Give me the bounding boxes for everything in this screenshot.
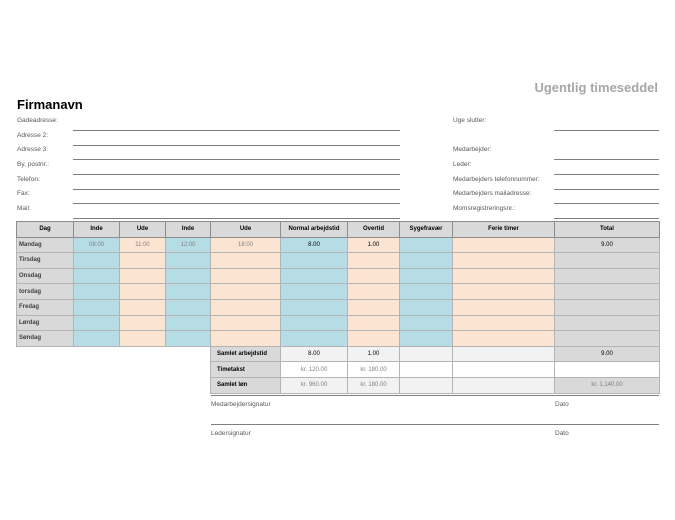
employee-email-line: [554, 203, 659, 204]
manager-label: Leder:: [453, 161, 472, 168]
manager-signature-field[interactable]: [211, 424, 659, 438]
day-cell: Lørdag: [17, 315, 74, 331]
summary-overtime-cell: kr. 180.00: [348, 377, 400, 393]
employee-field[interactable]: [453, 146, 659, 160]
summary-row-total-hours: [17, 346, 660, 362]
in-1-cell[interactable]: [74, 331, 120, 347]
week-ending-line: [554, 130, 659, 131]
overtime-cell[interactable]: [348, 268, 400, 284]
overtime-cell[interactable]: [348, 253, 400, 269]
table-row: [17, 315, 660, 331]
normal-hours-cell[interactable]: [281, 315, 348, 331]
mail-field[interactable]: [17, 205, 400, 219]
overtime-cell[interactable]: [348, 299, 400, 315]
mail-label: Mail:: [17, 205, 31, 212]
summary-normal-cell: kr. 960.00: [281, 377, 348, 393]
day-cell: torsdag: [17, 284, 74, 300]
total-cell: [555, 253, 660, 269]
employee-signature-label: Medarbejdersignatur: [211, 401, 271, 408]
header-in-1: Inde: [74, 222, 120, 238]
timesheet-table: [16, 221, 660, 394]
header-out-2: Ude: [211, 222, 281, 238]
sick-leave-cell[interactable]: [400, 253, 453, 269]
header-sick-leave: Sygefravær: [400, 222, 453, 238]
overtime-cell[interactable]: 1.00: [348, 237, 400, 253]
address2-field[interactable]: [17, 132, 400, 146]
sheet-title: Ugentlig timeseddel: [534, 80, 658, 95]
sick-leave-cell[interactable]: [400, 315, 453, 331]
out-1-cell[interactable]: [120, 299, 166, 315]
day-cell: Søndag: [17, 331, 74, 347]
summary-overtime-cell: 1.00: [348, 346, 400, 362]
day-cell: Onsdag: [17, 268, 74, 284]
table-row: [17, 284, 660, 300]
company-name: Firmanavn: [17, 97, 83, 112]
day-cell: Mandag: [17, 237, 74, 253]
summary-total-cell: kr. 1,140.00: [555, 377, 660, 393]
out-2-cell[interactable]: [211, 253, 281, 269]
city-zip-line: [73, 174, 400, 175]
table-header-row: [17, 222, 660, 238]
in-1-cell[interactable]: 08:00: [74, 237, 120, 253]
summary-row-hourly-rate: [17, 362, 660, 378]
out-1-cell[interactable]: [120, 268, 166, 284]
header-overtime: Overtid: [348, 222, 400, 238]
normal-hours-cell[interactable]: [281, 299, 348, 315]
out-1-cell[interactable]: 11:00: [120, 237, 166, 253]
fax-field[interactable]: [17, 190, 400, 204]
mail-line: [73, 218, 400, 219]
address3-line: [73, 159, 400, 160]
summary-total-cell: [555, 362, 660, 378]
sick-leave-cell[interactable]: [400, 284, 453, 300]
header-normal-hours: Normal arbejdstid: [281, 222, 348, 238]
vat-number-line: [554, 218, 659, 219]
city-zip-label: By, postnr.:: [17, 161, 50, 168]
normal-hours-cell[interactable]: [281, 284, 348, 300]
manager-signature-date-label: Dato: [555, 430, 569, 437]
vacation-hours-cell[interactable]: [453, 315, 555, 331]
employee-phone-label: Medarbejders telefonnummer:: [453, 176, 540, 183]
out-2-cell[interactable]: [211, 331, 281, 347]
summary-label: Timetakst: [211, 362, 281, 378]
summary-vacation-cell: [453, 346, 555, 362]
in-1-cell[interactable]: [74, 268, 120, 284]
total-cell: [555, 299, 660, 315]
total-cell: [555, 315, 660, 331]
address3-field[interactable]: [17, 146, 400, 160]
vat-number-label: Momsregistreringsnr.:: [453, 205, 516, 212]
sick-leave-cell[interactable]: [400, 331, 453, 347]
sick-leave-cell[interactable]: [400, 237, 453, 253]
header-total: Total: [555, 222, 660, 238]
employee-email-field[interactable]: [453, 190, 659, 204]
summary-vacation-cell[interactable]: [453, 362, 555, 378]
street-address-line: [73, 130, 400, 131]
employee-signature-date-label: Dato: [555, 401, 569, 408]
header-in-2: Inde: [166, 222, 211, 238]
table-row: [17, 253, 660, 269]
table-row: [17, 299, 660, 315]
out-1-cell[interactable]: [120, 331, 166, 347]
in-1-cell[interactable]: [74, 253, 120, 269]
overtime-cell[interactable]: [348, 284, 400, 300]
normal-hours-cell[interactable]: [281, 268, 348, 284]
out-1-cell[interactable]: [120, 253, 166, 269]
address2-label: Adresse 2:: [17, 132, 49, 139]
normal-hours-cell[interactable]: 8.00: [281, 237, 348, 253]
sick-leave-cell[interactable]: [400, 299, 453, 315]
manager-signature-label: Ledersignatur: [211, 430, 251, 437]
summary-total-cell: 9.00: [555, 346, 660, 362]
summary-sick-cell[interactable]: [400, 362, 453, 378]
out-2-cell[interactable]: [211, 284, 281, 300]
week-ending-field[interactable]: [453, 117, 659, 131]
sick-leave-cell[interactable]: [400, 268, 453, 284]
manager-field[interactable]: [453, 161, 659, 175]
address3-label: Adresse 3:: [17, 146, 49, 153]
manager-signature-line: [211, 424, 659, 425]
street-address-field[interactable]: [17, 117, 400, 131]
in-2-cell[interactable]: [166, 268, 211, 284]
vat-number-field[interactable]: [453, 205, 659, 219]
in-2-cell[interactable]: [166, 299, 211, 315]
header-vacation-hours: Ferie timer: [453, 222, 555, 238]
in-1-cell[interactable]: [74, 315, 120, 331]
summary-row-total-pay: [17, 377, 660, 393]
total-cell: 9.00: [555, 237, 660, 253]
in-2-cell[interactable]: [166, 315, 211, 331]
out-2-cell[interactable]: [211, 268, 281, 284]
phone-label: Telefon:: [17, 176, 40, 183]
vacation-hours-cell[interactable]: [453, 237, 555, 253]
phone-field[interactable]: [17, 176, 400, 190]
employee-email-label: Medarbejders mailadresse:: [453, 190, 532, 197]
summary-normal-cell: 8.00: [281, 346, 348, 362]
in-2-cell[interactable]: [166, 331, 211, 347]
day-cell: Fredag: [17, 299, 74, 315]
total-cell: [555, 268, 660, 284]
vacation-hours-cell[interactable]: [453, 331, 555, 347]
fax-label: Fax:: [17, 190, 30, 197]
table-row: [17, 237, 660, 253]
out-1-cell[interactable]: [120, 284, 166, 300]
employee-signature-line: [211, 395, 659, 396]
summary-sick-cell: [400, 346, 453, 362]
out-2-cell[interactable]: [211, 315, 281, 331]
table-row: [17, 331, 660, 347]
fax-line: [73, 203, 400, 204]
summary-vacation-cell: [453, 377, 555, 393]
header-day: Dag: [17, 222, 74, 238]
week-ending-label: Uge slutter:: [453, 117, 487, 124]
normal-hours-cell[interactable]: [281, 331, 348, 347]
out-1-cell[interactable]: [120, 315, 166, 331]
vacation-hours-cell[interactable]: [453, 253, 555, 269]
in-2-cell[interactable]: [166, 253, 211, 269]
vacation-hours-cell[interactable]: [453, 268, 555, 284]
in-2-cell[interactable]: 12:00: [166, 237, 211, 253]
vacation-hours-cell[interactable]: [453, 299, 555, 315]
in-1-cell[interactable]: [74, 284, 120, 300]
street-address-label: Gadeadresse:: [17, 117, 58, 124]
in-2-cell[interactable]: [166, 284, 211, 300]
normal-hours-cell[interactable]: [281, 253, 348, 269]
summary-sick-cell: [400, 377, 453, 393]
summary-label: Samlet arbejdstid: [211, 346, 281, 362]
employee-phone-field[interactable]: [453, 176, 659, 190]
header-out-1: Ude: [120, 222, 166, 238]
city-zip-field[interactable]: [17, 161, 400, 175]
out-2-cell[interactable]: 18:00: [211, 237, 281, 253]
employee-signature-field[interactable]: [211, 395, 659, 409]
overtime-cell[interactable]: [348, 315, 400, 331]
summary-normal-cell[interactable]: kr. 120.00: [281, 362, 348, 378]
total-cell: [555, 284, 660, 300]
employee-line: [554, 159, 659, 160]
table-row: [17, 268, 660, 284]
total-cell: [555, 331, 660, 347]
manager-line: [554, 174, 659, 175]
overtime-cell[interactable]: [348, 331, 400, 347]
in-1-cell[interactable]: [74, 299, 120, 315]
day-cell: Tirsdag: [17, 253, 74, 269]
employee-label: Medarbejder:: [453, 146, 492, 153]
out-2-cell[interactable]: [211, 299, 281, 315]
vacation-hours-cell[interactable]: [453, 284, 555, 300]
summary-label: Samlet løn: [211, 377, 281, 393]
summary-overtime-cell[interactable]: kr. 180.00: [348, 362, 400, 378]
